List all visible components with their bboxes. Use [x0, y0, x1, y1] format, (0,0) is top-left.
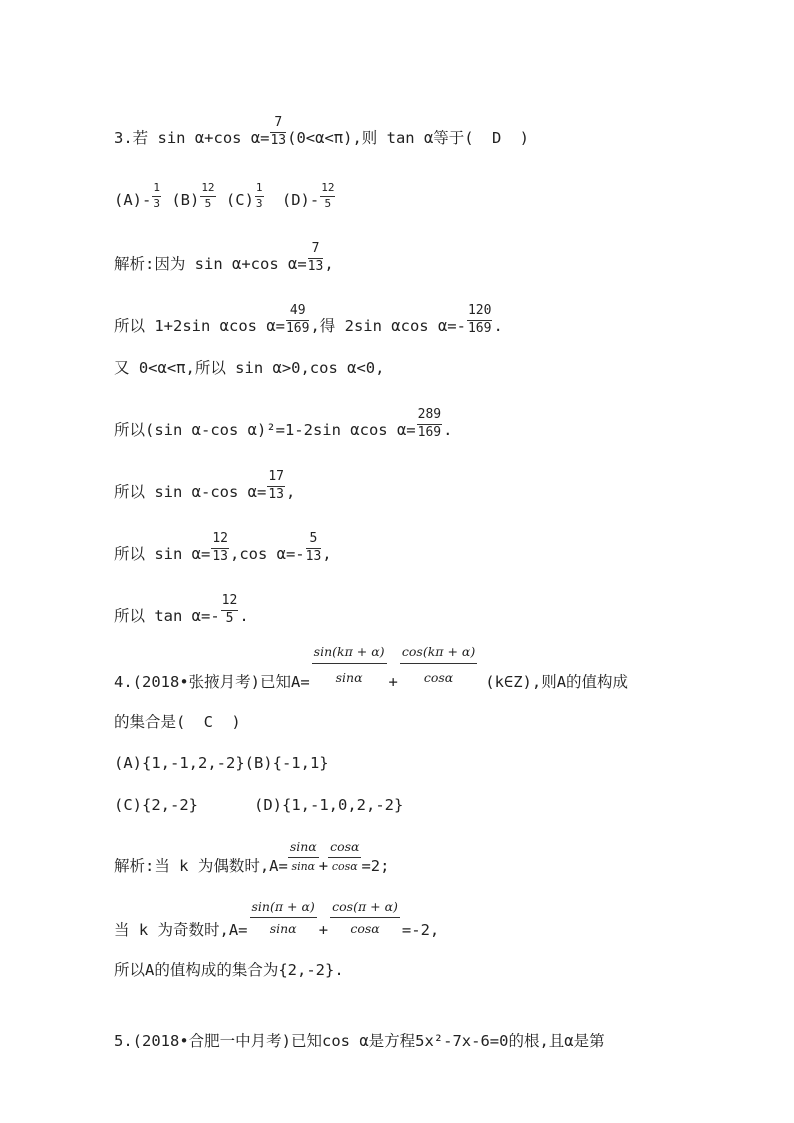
- q4-option-c: (C){2,-2}: [114, 796, 198, 814]
- q3-answer: D: [491, 129, 502, 147]
- option-d: (D)- $\frac{12}{5}$: [281, 181, 335, 210]
- q4-fraction-cos: $\frac{\cos(k\pi + \alpha)}{\cos\alpha}$: [401, 644, 476, 685]
- option-c: (C) $\frac{1}{3}$: [225, 181, 263, 210]
- q4-option-d: (D){1,-1,0,2,-2}: [254, 796, 404, 814]
- q3-given-fraction: $\frac{7}{13}$: [270, 115, 287, 148]
- q4-fraction-sin: $\frac{\sin(k\pi + \alpha)}{\sin\alpha}$: [313, 644, 385, 685]
- document-page: 3.若 sin α+cos α= $\frac{7}{13}$ (0<α<π),则 tan α等于( D ) (A)- $\frac{1}{3}$ (B) $\frac{12}{5}$ (C) $\frac{1}{3}$ (D)- $\frac{12}{5}$ 解析:因为 sin α+cos α= $\frac{7}{13}$ , 所以 1+2sin αcos α= $\frac{49}{169}$ ,得 2sin αcos α=- $\frac{120}{169}$ . 又 0<α<π,所以 sin α>0,cos α<0, 所以(sin α-cos α)²=1-2sin αcos α= $\frac{289}{169}$ . 所以 sin α-cos α= $\frac{17}{13}$ , 所以 sin α= $\frac{12}{13}$ ,cos α=- $\frac{5}{13}$ , 所以 tan α=- $\frac{12}{5}$ . 4.(2018•张掖月考)已知A= $\frac{\sin(k\pi + \alpha)}{\sin\alpha}$ + $\frac{\cos(k\pi + \alpha)}{\cos\alpha}$ (k∈Z),则A的值构成 的集合是( C ) (A){1,-1,2,-2}(B){-1,1} (C){2,-2} (D){1,-1,0,2,-2} 解析:当 k 为偶数时,A= $\frac{\sin\alpha}{\sin\alpha}$ + $\frac{\cos\alpha}{\cos\alpha}$ =2; 当 k 为奇数时,A= $\frac{\sin(\pi + \alpha)}{\sin\alpha}$ + $\frac{\cos(\pi + \alpha)}{\cos\alpha}$ =-2, 所以A的值构成的集合为{2,-2}. 5.(2018•合肥一中月考)已知cos α是方程5x²-7x-6=0的根,且α是第: [114, 115, 629, 1050]
- option-b: (B) $\frac{12}{5}$: [171, 181, 215, 210]
- q4-answer: C: [203, 713, 214, 731]
- option-a: (A)- $\frac{1}{3}$: [114, 181, 160, 210]
